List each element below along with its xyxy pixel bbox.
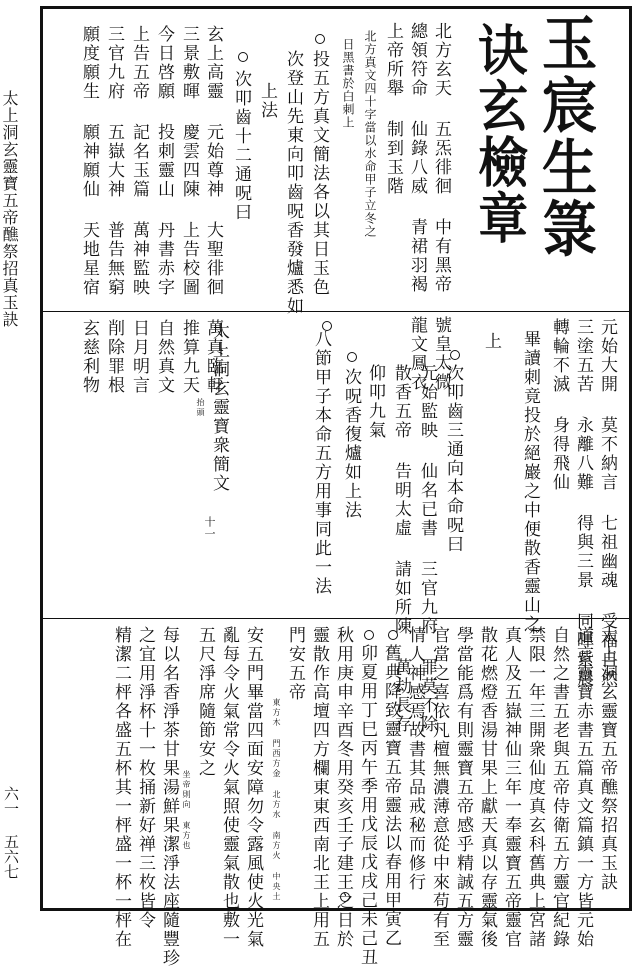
text-column: 自然之書五老與五帝侍衛五方靈官紀錄 — [549, 626, 569, 949]
text-column: 上法 — [257, 82, 277, 120]
text-column: 次叩齒十二通呪曰 — [231, 70, 251, 222]
text-column: 五尺淨席隨節安之 — [195, 626, 215, 778]
panel-divider-bottom — [40, 618, 632, 619]
text-column: 畢讀刺竟投於絕巖之中便散香靈山之 — [520, 330, 540, 634]
section-circle-mark — [238, 52, 248, 62]
text-column: 總領符命 仙錄八威 青裙羽褐 龍文鳳衣 — [407, 22, 427, 392]
section-circle-mark — [388, 630, 398, 640]
section-circle-mark — [450, 350, 460, 360]
text-column: 玄上高靈 元始尊神 大聖徘徊 萬真臨軒 — [203, 25, 223, 395]
seal-script-column-1: 玉宸生箓 — [532, 12, 598, 260]
text-column: 靈散作高壇四方欄東東西南北王上用五 — [309, 626, 329, 949]
section-circle-mark — [340, 892, 350, 902]
page-label: 十一 — [203, 516, 216, 540]
text-column: 願度願生 願神願仙 天地星宿 玄慈利物 — [79, 25, 99, 395]
text-column: 三塗五苦 永離八難 得與三景 同暉紫晨 — [573, 318, 593, 688]
text-column: 精潔二枰各盛五杯其一枰盛一杯一枰在 — [111, 626, 131, 949]
annotation-note: 抬頭 — [196, 398, 205, 418]
text-column: 每以名香淨茶甘果湯鮮果潔淨法座隨豐珍 — [159, 626, 179, 968]
text-column: 卯夏用丁巳丙午季用戊辰戊戌己未己丑 — [357, 644, 377, 967]
text-column: 亂每令火氣常令火氣照使靈氣散也敷一 — [219, 626, 239, 949]
section-circle-mark — [347, 352, 357, 362]
text-column: 安五門畢當四面安障勿令露風使火光氣 — [243, 626, 263, 949]
annotation-note: 東方木 門西方金 北方水 南方火 中央土 — [272, 698, 281, 902]
text-column: 轉輪不滅 身得飛仙 — [549, 318, 569, 492]
seal-script-column-2: 诀玄檢章 — [470, 22, 530, 246]
text-column: 秋用庚申辛酉冬用癸亥壬子建王之日於 — [333, 626, 353, 949]
text-column: 散花燃燈香湯甘果上獻天真以存靈氣後 — [477, 626, 497, 949]
annotation-column: 北方真文四十字當以水命甲子立冬之 — [363, 30, 377, 238]
text-column: 真人及五嶽神仙三年一奉靈寶五帝靈官 — [501, 626, 521, 949]
text-column-title: 太上洞玄靈寶衆簡文 — [209, 322, 229, 493]
text-column: 上告五帝 記名玉篇 萬神監映 日月明言 — [129, 25, 149, 395]
text-column: 情人神感焉故書其品戒秘而修行 — [405, 626, 425, 892]
text-column: 北方玄天 五炁徘徊 中有黑帝 號皇太微 — [431, 22, 451, 392]
text-column: 投五方真文簡法各以其日玉色 — [309, 50, 329, 297]
text-column: 上 — [481, 332, 501, 351]
text-column: 次登山先東向叩齒呪香發爐悉如 — [283, 50, 303, 316]
section-circle-mark — [315, 34, 325, 44]
text-column-title: 太上洞玄靈寶五帝醮祭招真玉訣 — [597, 626, 617, 892]
text-column: 三官九府 五嶽大神 普告無窮 削除罪根 — [104, 25, 124, 395]
section-circle-mark — [364, 630, 374, 640]
annotation-note: 坐帝則向 東方也 — [182, 770, 191, 851]
text-column: 次呪香復爐如上法 — [341, 368, 361, 520]
text-column: 舊典降致靈寶五帝靈法以春用甲寅乙 — [381, 644, 401, 948]
text-column: 禁限一年三開衆仙度真玄科舊典上宮諸 — [525, 626, 545, 949]
text-column: 元始監映 仙名已書 三官九府 罪莫不除 — [417, 364, 437, 734]
text-column: 今日啓願 投刺靈山 丹書赤字 自然真文 — [154, 25, 174, 395]
text-column: 八節甲子本命五方用事同此一法 — [311, 330, 331, 596]
page-number: 六一 五六七 — [2, 786, 20, 879]
text-column: 三景敷暉 慶雲四陳 上告校圖 推算九天 — [179, 25, 199, 395]
text-column: 次叩齒三通向本命呪曰 — [443, 364, 463, 554]
text-column: 仰叩九氣 — [365, 364, 385, 440]
section-circle-mark — [322, 321, 332, 331]
text-column: 元始大開 莫不納言 七祖幽魂 受福自然 — [597, 318, 617, 688]
text-column: 之宜用淨杯十一枚捅新好禅三枚皆令 — [135, 626, 155, 930]
text-column: 散香五帝 告明太虛 請如所陳 萬劫長存 — [391, 364, 411, 734]
text-column: 學當能爲有則靈寶五帝感乎精誠五方靈 — [453, 626, 473, 949]
text-column: 道言靈寶赤書五篇真文篇鎮一方皆元始 — [573, 626, 593, 949]
text-column: 門安五帝 — [285, 626, 305, 702]
annotation-column: 日黑書於白刺上 — [341, 38, 355, 129]
side-title: 太上洞玄靈寶五帝醮祭招真玉訣 — [0, 90, 19, 328]
text-column: 上帝所舉 制到玉階 — [383, 22, 403, 196]
text-column: 官當之喜依凡檀無濃薄意從中來苟有至 — [429, 626, 449, 949]
